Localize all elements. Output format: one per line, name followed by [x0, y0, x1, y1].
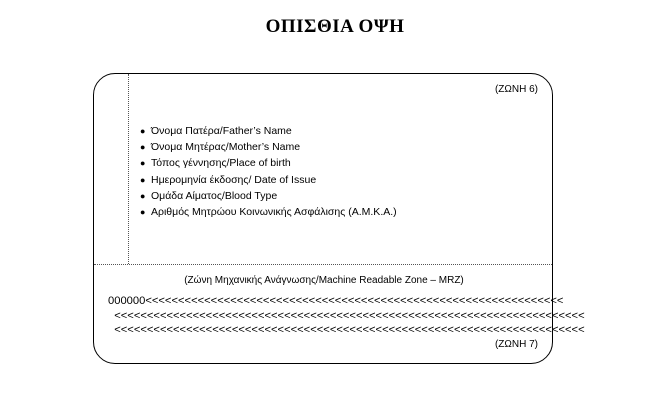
- mrz-line: <<<<<<<<<<<<<<<<<<<<<<<<<<<<<<<<<<<<<<<<<<<<<<<<<<<<<<<<<<<<<<<<<<<<<<<<: [108, 309, 585, 322]
- zone-7-label: (ΖΩΝΗ 7): [494, 339, 538, 350]
- list-item: [140, 123, 397, 139]
- mrz-line: <<<<<<<<<<<<<<<<<<<<<<<<<<<<<<<<<<<<<<<<<<<<<<<<<<<<<<<<<<<<<<<<<<<<<<<<: [108, 324, 585, 336]
- bullet-icon: ●: [140, 174, 146, 185]
- field-label: Όνομα Πατέρα/Father’s Name: [151, 125, 292, 137]
- bullet-icon: ●: [140, 190, 146, 201]
- id-card-back: [93, 73, 585, 364]
- list-item: [140, 155, 397, 171]
- vertical-divider: [128, 74, 129, 264]
- field-label: Ημερομηνία έκδοσης/ Date of Issue: [151, 173, 317, 186]
- mrz-title: (Ζώνη Μηχανικής Ανάγνωσης/Machine Readable Zone – MRZ): [184, 275, 464, 286]
- horizontal-divider: [94, 264, 552, 265]
- field-label: Ομάδα Αίματος/Blood Type: [151, 189, 278, 202]
- bullet-icon: ●: [140, 142, 146, 153]
- list-item: [140, 204, 397, 220]
- field-label: Όνομα Μητέρας/Mother’s Name: [151, 141, 301, 154]
- page-title: ΟΠΙΣΘΙΑ ΟΨΗ: [265, 16, 405, 37]
- zone-6-label: (ΖΩΝΗ 6): [494, 84, 538, 95]
- mrz-line: 000000<<<<<<<<<<<<<<<<<<<<<<<<<<<<<<<<<<<<<<<<<<<<<<<<<<<<<<<<<<<<<<<<: [108, 295, 564, 307]
- field-list: [140, 123, 397, 220]
- mrz-block: [108, 294, 585, 338]
- bullet-icon: ●: [140, 206, 146, 217]
- bullet-icon: ●: [140, 158, 146, 169]
- field-label: Τόπος γέννησης/Place of birth: [151, 157, 291, 170]
- list-item: [140, 139, 397, 155]
- field-label: Αριθμός Μητρώου Κοινωνικής Ασφάλισης (Α.Μ.Κ.Α.): [151, 205, 397, 218]
- list-item: [140, 188, 397, 204]
- list-item: [140, 172, 397, 188]
- bullet-icon: ●: [140, 126, 146, 136]
